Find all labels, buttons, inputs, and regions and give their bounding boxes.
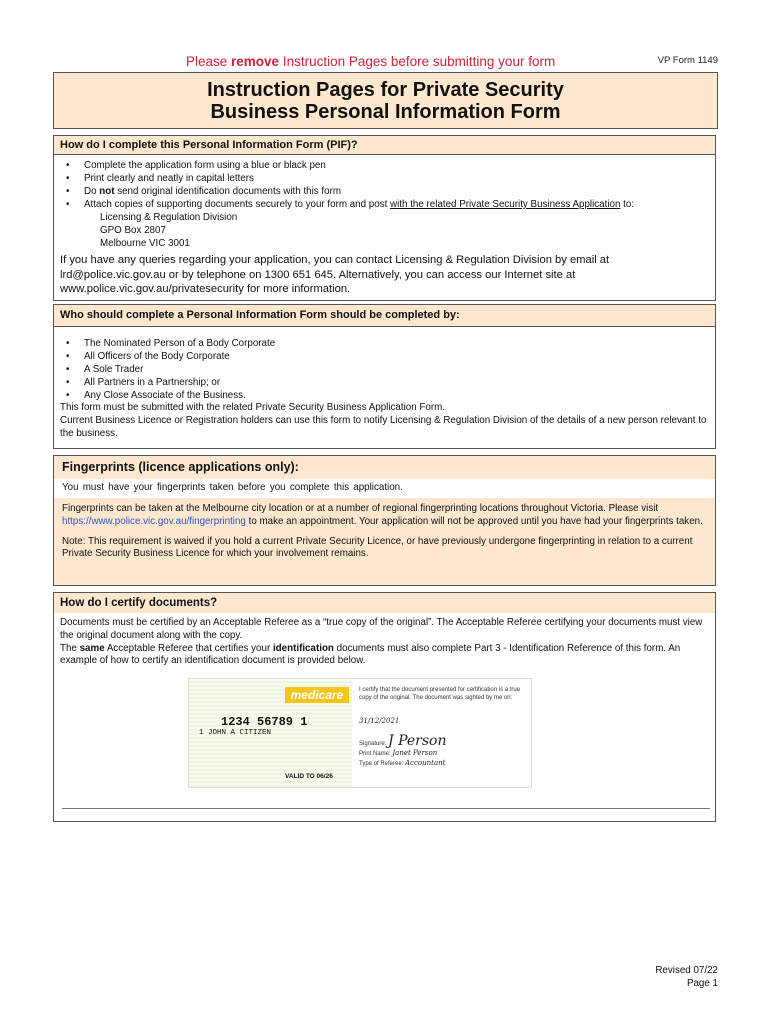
section-heading: Fingerprints (licence applications only): xyxy=(62,460,299,474)
list-item-text: send original identification documents with this form xyxy=(114,186,342,197)
certification-date xyxy=(359,717,399,725)
list-item: • A Sole Trader xyxy=(60,363,709,376)
medicare-card xyxy=(189,679,352,787)
card-number: 1234 56789 1 xyxy=(221,715,308,729)
print-name-label: Print Name: xyxy=(359,751,391,757)
section-fingerprints xyxy=(53,455,716,586)
who-list xyxy=(60,337,709,402)
warning-text: Please xyxy=(186,54,232,69)
medicare-logo: medicare xyxy=(285,687,349,703)
remove-warning xyxy=(186,54,555,69)
section-heading: How do I complete this Personal Information Form (PIF)? xyxy=(54,136,715,155)
page-number: Page 1 xyxy=(686,978,718,989)
bold-text: same xyxy=(79,642,105,654)
bold-text: identification xyxy=(272,642,334,654)
fingerprints-intro: You must have your fingerprints taken before you complete this application. xyxy=(54,479,715,498)
paragraph-text: Fingerprints can be taken at the Melbourne city location or at a number of regional fingerprinting locations throughout Victoria. Please visit xyxy=(62,503,659,514)
paragraph-text: Acceptable Referee that certifies your xyxy=(104,642,273,654)
paragraph-text: to make an appointment. Your application will not be approved until you have had your fingerprints taken. xyxy=(245,515,703,527)
section-who-completes xyxy=(53,304,716,449)
section-heading: Who should complete a Personal Information Form should be completed by: xyxy=(54,305,715,327)
holders-note: Current Business Licence or Registration holders can use this form to notify Licensing & Regulation Division of the details of a new person relevant to the business. xyxy=(60,414,707,439)
queries-paragraph: If you have any queries regarding your application, you can contact Licensing & Regulation Division by email at lrd@police.vic.gov.au or by telephone on 1300 651 645. Alternatively, you can access our Internet site at www.police.vic.gov.au/privatesecurity for more information. xyxy=(60,254,610,295)
list-item xyxy=(60,198,709,211)
address-line: GPO Box 2807 xyxy=(100,225,166,236)
section-complete-form xyxy=(53,135,716,301)
list-item-text: Attach copies of supporting documents securely to your form and post xyxy=(84,199,391,210)
revision-date: Revised 07/22 xyxy=(655,965,718,976)
list-item: • Print clearly and neatly in capital letters xyxy=(60,172,709,185)
referee-type-row xyxy=(359,759,445,767)
list-item xyxy=(60,185,709,198)
handwritten-date: 31/12/2021 xyxy=(359,717,400,725)
address-line: Licensing & Regulation Division xyxy=(100,212,238,223)
card-name: 1 JOHN A CITIZEN xyxy=(199,729,272,737)
card-valid-to: VALID TO 06/26 xyxy=(285,773,333,780)
signature-label: Signature: xyxy=(359,741,387,747)
certification-statement: I certify that the document presented for certification is a true copy of the original. The document was sighted by me on: xyxy=(359,687,521,701)
address-line: Melbourne VIC 3001 xyxy=(100,238,190,249)
page-title-line1: Instruction Pages for Private Security xyxy=(207,79,564,101)
list-item-text: Do xyxy=(84,186,100,197)
print-name-value: Janet Person xyxy=(392,749,438,757)
form-number: VP Form 1149 xyxy=(657,55,718,66)
list-item-text: to: xyxy=(620,199,635,210)
header-banner xyxy=(0,54,770,70)
postal-address xyxy=(60,211,709,250)
list-item: • All Partners in a Partnership; or xyxy=(60,376,709,389)
page-footer xyxy=(655,964,718,990)
underlined-text: with the related Private Security Business Application xyxy=(390,199,621,210)
fingerprints-paragraph xyxy=(62,503,707,529)
instruction-list xyxy=(60,159,709,211)
same-referee-paragraph xyxy=(60,643,709,669)
certify-paragraph: Documents must be certified by an Acceptable Referee as a “true copy of the original”. The Acceptable Referee certifying your documents must view the original document along with the copy. xyxy=(60,617,703,641)
referee-type-label: Type of Referee: xyxy=(359,761,404,767)
paragraph-text: documents must also complete Part 3 - Identification Reference of this form. An example of how to certify an identification document is provided below. xyxy=(60,642,681,667)
title-box xyxy=(53,72,718,129)
fingerprinting-link[interactable]: https://www.police.vic.gov.au/fingerprinting xyxy=(62,515,246,527)
paragraph-text: The xyxy=(60,642,80,654)
section-heading: How do I certify documents? xyxy=(54,593,715,613)
signature: J Person xyxy=(388,733,447,749)
warning-text-end: Instruction Pages before submitting your form xyxy=(279,54,556,69)
warning-bold: remove xyxy=(231,54,280,69)
waiver-note: Note: This requirement is waived if you hold a current Private Security Licence, or have previously undergone fingerprinting in relation to a current Private Security Business Licence for which your involvement remains. xyxy=(62,535,693,560)
submission-note: This form must be submitted with the related Private Security Business Application Form. xyxy=(60,402,445,413)
list-item: • The Nominated Person of a Body Corporate xyxy=(60,337,709,350)
list-item-bold: not xyxy=(99,186,115,197)
print-name-row xyxy=(359,749,437,757)
list-item: • Any Close Associate of the Business. xyxy=(60,389,709,402)
referee-type-value: Accountant xyxy=(405,759,446,767)
page-title-line2: Business Personal Information Form xyxy=(210,101,561,123)
list-item: • Complete the application form using a blue or black pen xyxy=(60,159,709,172)
divider-line xyxy=(62,808,710,809)
list-item: • All Officers of the Body Corporate xyxy=(60,350,709,363)
certification-example xyxy=(188,678,532,788)
signature-row xyxy=(359,733,447,749)
